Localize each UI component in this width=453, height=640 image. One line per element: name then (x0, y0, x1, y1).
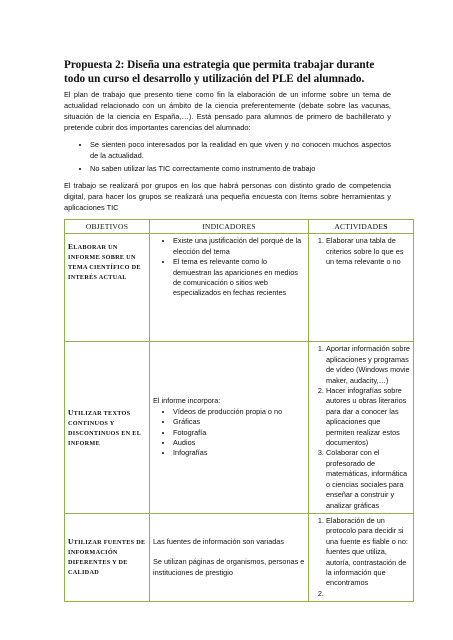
objective-cell: ELABORAR UN INFORME SOBRE UN TEMA CIENTÍFICO DE INTERÉS ACTUAL (65, 234, 150, 342)
table-row (65, 342, 414, 514)
document-title: Propuesta 2: Diseña una estrategia que permita trabajar durante todo un curso el desarrollo y utilización del PLE del alumnado. (64, 59, 375, 85)
list-item: • Gráficas (173, 417, 305, 427)
list-item: 3. Colaborar con el profesorado de matemáticas, informática o ciencias sociales para enseñar a construir y analizar gráficas (326, 448, 410, 510)
indicators-intro: El informe incorpora: (153, 396, 221, 406)
objectives-table (64, 219, 414, 602)
list-item (326, 589, 410, 599)
indicators-cell (150, 234, 309, 342)
header-actividades: ACTIVIDADES (309, 220, 414, 234)
activities-cell (309, 513, 414, 601)
list-item: • Existe una justificación del porqué de la elección del tema (173, 236, 305, 257)
list-item: 1. Aportar información sobre aplicaciones y programas de vídeo (Windows movie maker, audacity,…) (326, 344, 410, 386)
list-item: 2. Hacer infografías sobre autores u obras literarios para dar a conocer las aplicaciones que permiten realizar estos documentos) (326, 386, 410, 448)
list-item: • Fotografía (173, 428, 305, 438)
indicators-paragraph: Las fuentes de información son variadas (153, 536, 285, 546)
table-row (65, 513, 414, 601)
table-row (65, 234, 414, 342)
list-item: 1. Elaboración de un protocolo para decidir si una fuente es fiable o no: fuentes que utiliza, autoría, contrastación de la información que encontramos (326, 516, 410, 589)
indicators-paragraph: Se utilizan páginas de organismos, personas e instituciones de prestigio (153, 557, 305, 577)
list-item: • Infografías (173, 448, 305, 458)
activities-cell (309, 234, 414, 342)
objective-cell: UTILIZAR FUENTES DE INFORMACIÓN DIFERENTES Y DE CALIDAD (65, 513, 150, 601)
header-objetivos: OBJETIVOS (65, 220, 150, 234)
list-item: 1. Elaborar una tabla de criterios sobre lo que es un tema relevante o no (326, 236, 410, 267)
indicators-cell (150, 342, 309, 514)
list-item: • Vídeos de producción propia o no (173, 407, 305, 417)
list-item: • No saben utilizar las TIC correctamente como instrumento de trabajo (90, 163, 391, 174)
activities-cell (309, 342, 414, 514)
header-indicadores: INDICADORES (150, 220, 309, 234)
carencias-list (64, 139, 391, 174)
list-item: • Se sienten poco interesados por la realidad en que viven y no conocen muchos aspectos de la actualidad. (90, 139, 391, 161)
intro-paragraph: El plan de trabajo que presento tiene como fin la elaboración de un informe sobre un tema de actualidad relacionado con un ámbito de la ciencia preferentemente (debate sobre las vacunas, situación de la ciencia en España,…). Está pensado para alumnos de primero de bachillerato y pretende cubrir dos importantes carencias del alumnado: (64, 90, 391, 132)
indicators-cell (150, 513, 309, 601)
list-item: • Audios (173, 438, 305, 448)
method-paragraph: El trabajo se realizará por grupos en los que habrá personas con distinto grado de competencia digital, para hacer los grupos se realizará una pequeña encuesta con ítems sobre herramientas y aplicaciones TIC (64, 181, 391, 212)
objective-cell: UTILIZAR TEXTOS CONTINUOS Y DISCONTINUOS EN EL INFORME (65, 342, 150, 514)
list-item: • El tema es relevante como lo demuestran las apariciones en medios de comunicación o sitios web especializados en fechas recientes (173, 257, 305, 299)
